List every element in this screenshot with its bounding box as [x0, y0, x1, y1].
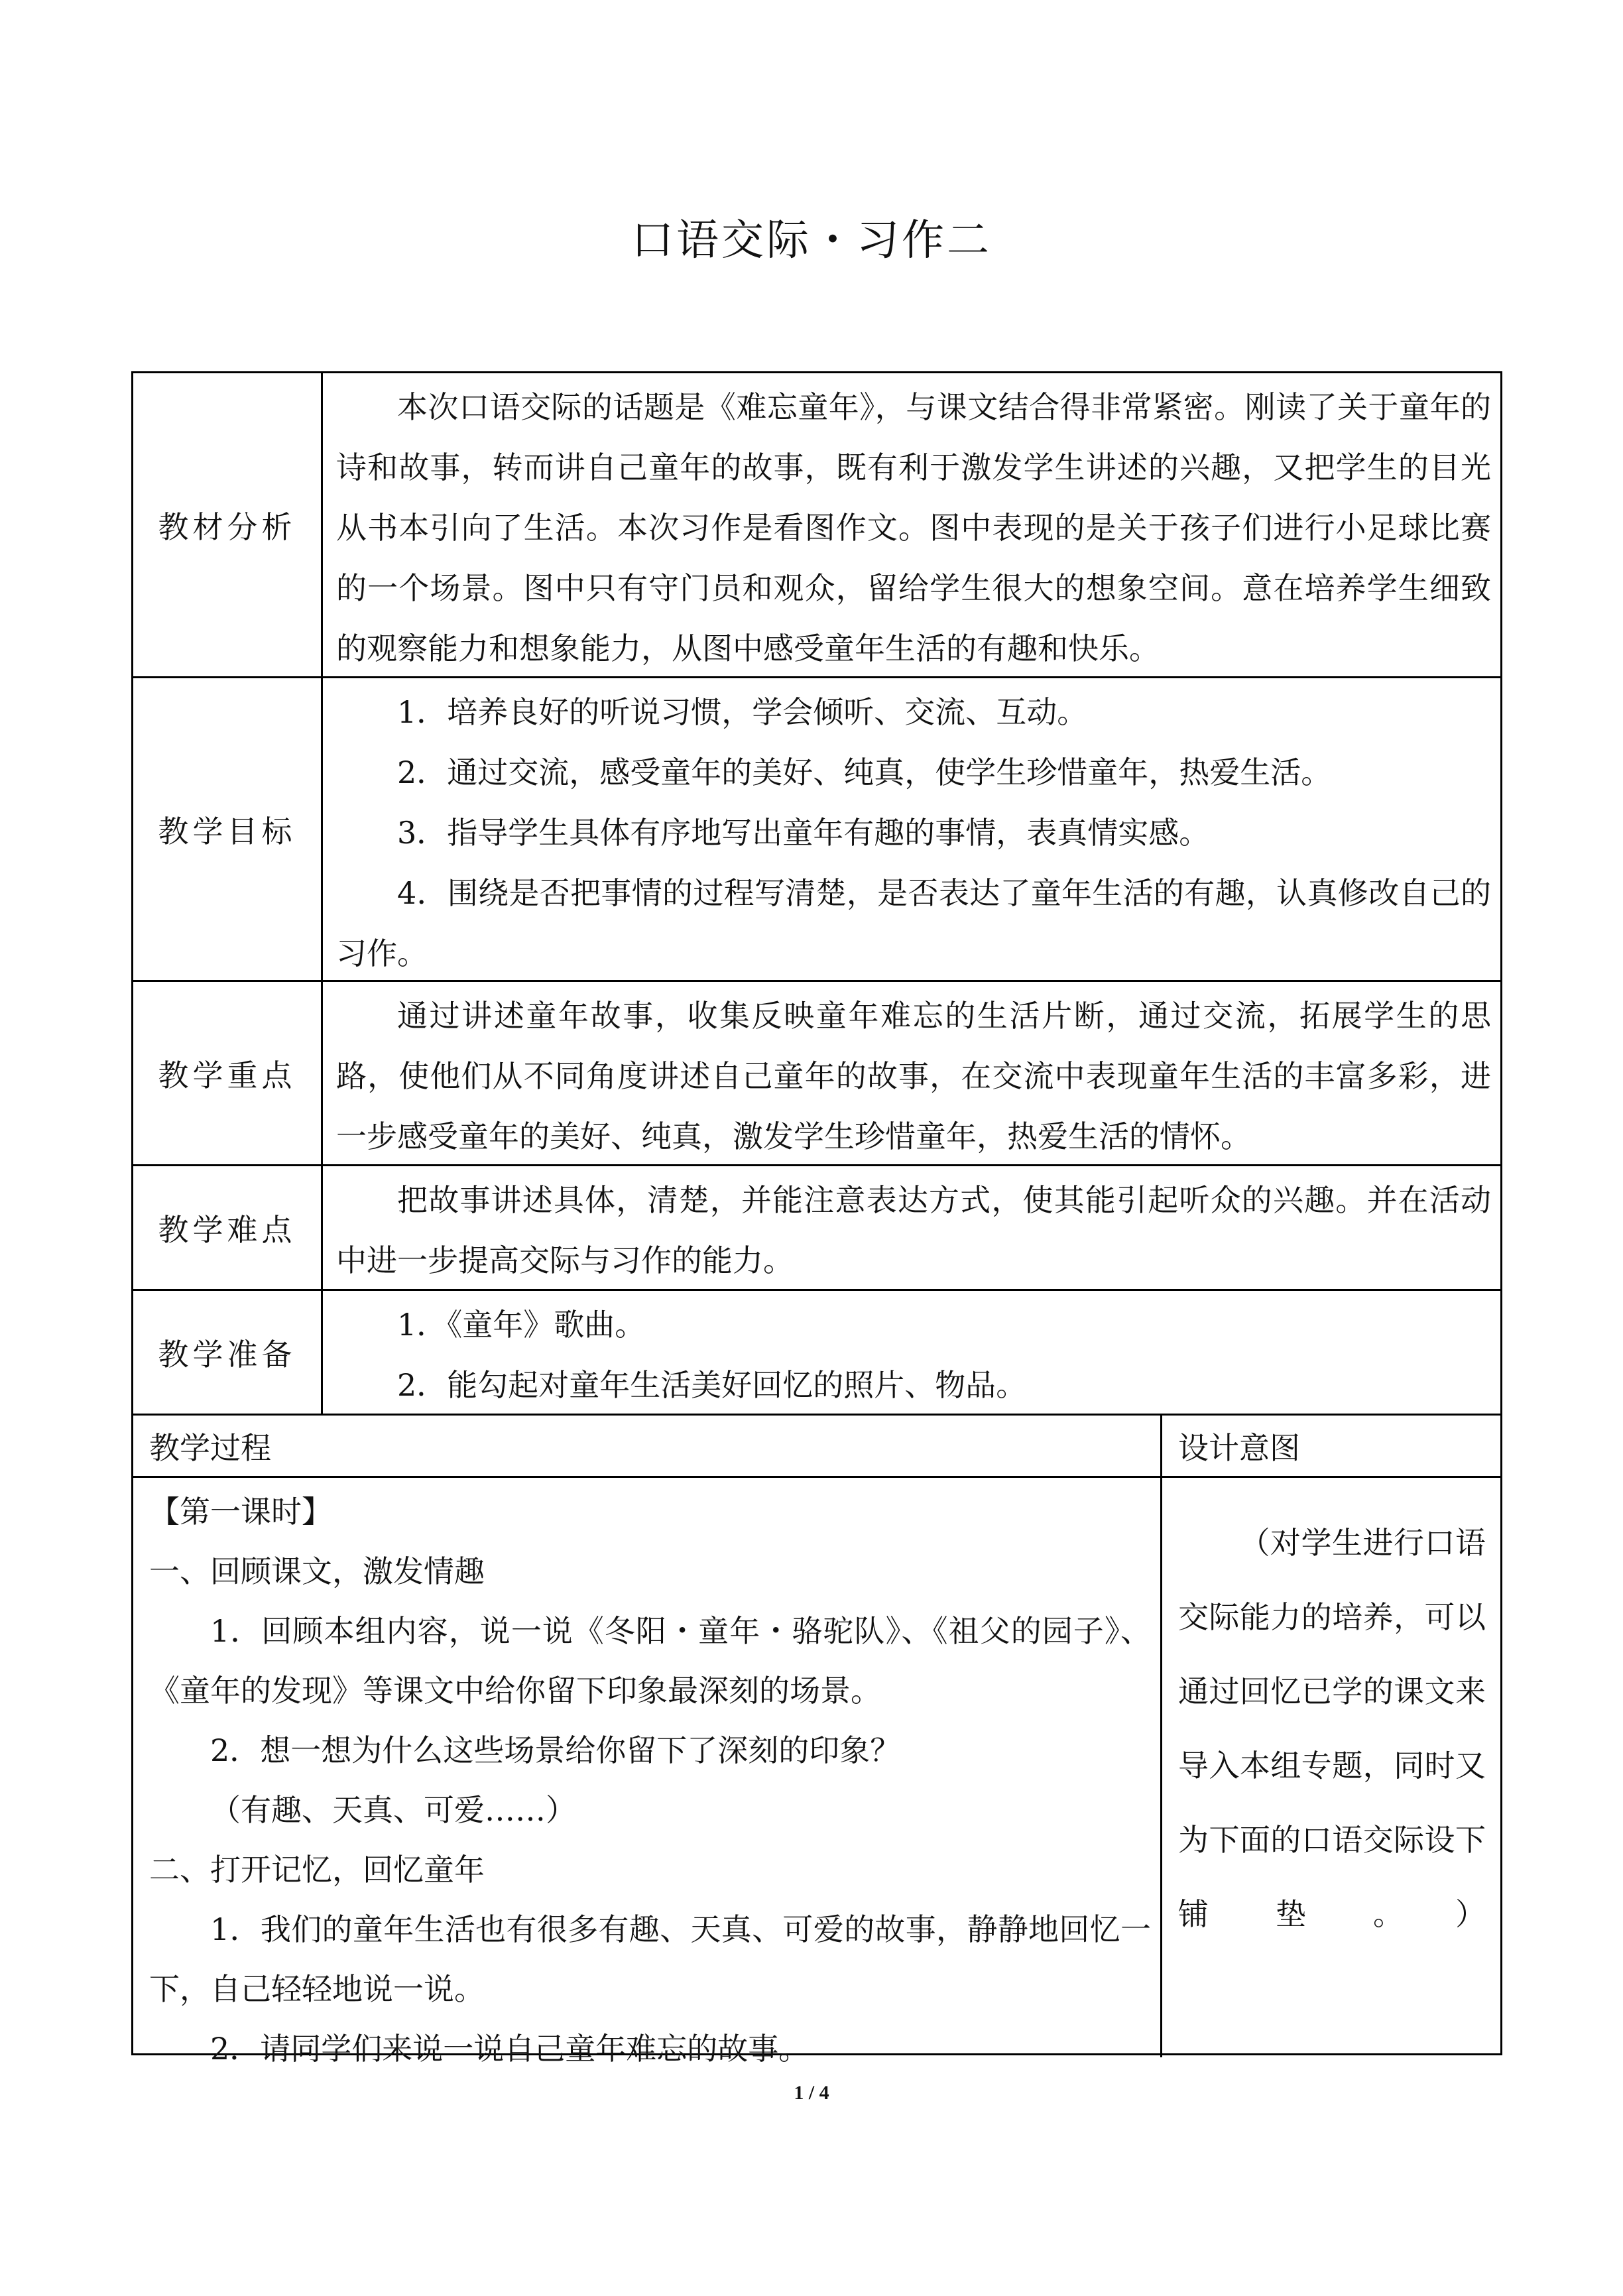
analysis-text: 本次口语交际的话题是《难忘童年》，与课文结合得非常紧密。刚读了关于童年的诗和故事，转而讲自己童年的故事，既有利于激发学生讲述的兴趣，又把学生的目光从书本引向了生活。本次习作是看图作文。图中表现的是关于孩子们进行小足球比赛的一个场景。图中只有守门员和观众，留给学生很大的想象空间。意在培养学生细致的观察能力和想象能力，从图中感受童年生活的有趣和快乐。 [336, 389, 1491, 666]
content-analysis [323, 373, 1500, 676]
intent-text [1162, 1478, 1500, 1951]
label-preparation: 教学准备 [133, 1291, 323, 1414]
page-title: 口语交际・习作二 [631, 216, 992, 265]
label-analysis: 教材分析 [133, 373, 323, 676]
process-content [133, 1478, 1160, 2079]
goal-item: 4．围绕是否把事情的过程写清楚，是否表达了童年生活的有趣，认真修改自己的习作。 [336, 875, 1491, 971]
process-header-cell [133, 1416, 1162, 1476]
section-heading: 一、回顾课文，激发情趣 [149, 1553, 485, 1589]
goal-item: 3．指导学生具体有序地写出童年有趣的事情，表真情实感。 [397, 815, 1210, 851]
difficulties-text: 把故事讲述具体，清楚，并能注意表达方式，使其能引起听众的兴趣。并在活动中进一步提高交际与习作的能力。 [336, 1182, 1491, 1278]
goal-item: 1．培养良好的听说习惯，学会倾听、交流、互动。 [397, 694, 1088, 730]
intent-header: 设计意图 [1178, 1430, 1300, 1466]
process-item: 2．请同学们来说一说自己童年难忘的故事。 [210, 2031, 810, 2067]
lesson-plan-table [131, 371, 1502, 2067]
row-analysis [133, 373, 1500, 676]
row-goals [133, 676, 1500, 980]
content-key-points [323, 982, 1500, 1164]
row-preparation [133, 1289, 1500, 1414]
process-item: 1．回顾本组内容，说一说《冬阳・童年・骆驼队》、《祖父的园子》、《童年的发现》等课文中给你留下印象最深刻的场景。 [149, 1613, 1151, 1709]
process-item: 2．想一想为什么这些场景给你留下了深刻的印象？ [210, 1732, 901, 1768]
lesson-heading: 【第一课时】 [149, 1494, 332, 1530]
process-note: （有趣、天真、可爱……） [210, 1792, 576, 1828]
process-header: 教学过程 [149, 1430, 271, 1466]
process-cell [133, 1478, 1162, 2067]
section-heading: 二、打开记忆，回忆童年 [149, 1852, 485, 1888]
preparation-item: 1．《童年》歌曲。 [397, 1307, 646, 1343]
preparation-item: 2．能勾起对童年生活美好回忆的照片、物品。 [397, 1367, 1027, 1403]
label-goals: 教学目标 [133, 678, 323, 980]
intent-cell [1162, 1478, 1500, 2057]
row-process-header [133, 1414, 1500, 1476]
page-number: 1 / 4 [794, 2082, 829, 2104]
content-preparation [323, 1291, 1500, 1414]
row-process-body [133, 1476, 1500, 2067]
row-key-points [133, 980, 1500, 1164]
row-difficulties [133, 1164, 1500, 1289]
key-points-text: 通过讲述童年故事，收集反映童年难忘的生活片断，通过交流，拓展学生的思路，使他们从不同角度讲述自己童年的故事，在交流中表现童年生活的丰富多彩，进一步感受童年的美好、纯真，激发学生珍惜童年，热爱生活的情怀。 [336, 998, 1491, 1154]
content-difficulties [323, 1166, 1500, 1289]
goal-item: 2．通过交流，感受童年的美好、纯真，使学生珍惜童年，热爱生活。 [397, 755, 1332, 790]
content-goals [323, 678, 1500, 980]
intent-body: （对学生进行口语交际能力的培养，可以通过回忆已学的课文来导入本组专题，同时又为下面的口语交际设下铺垫。） [1178, 1525, 1486, 1932]
label-difficulties: 教学难点 [133, 1166, 323, 1289]
intent-header-cell [1162, 1416, 1500, 1476]
process-item: 1．我们的童年生活也有很多有趣、天真、可爱的故事，静静地回忆一下，自己轻轻地说一说。 [149, 1911, 1151, 2007]
label-key-points: 教学重点 [133, 982, 323, 1164]
